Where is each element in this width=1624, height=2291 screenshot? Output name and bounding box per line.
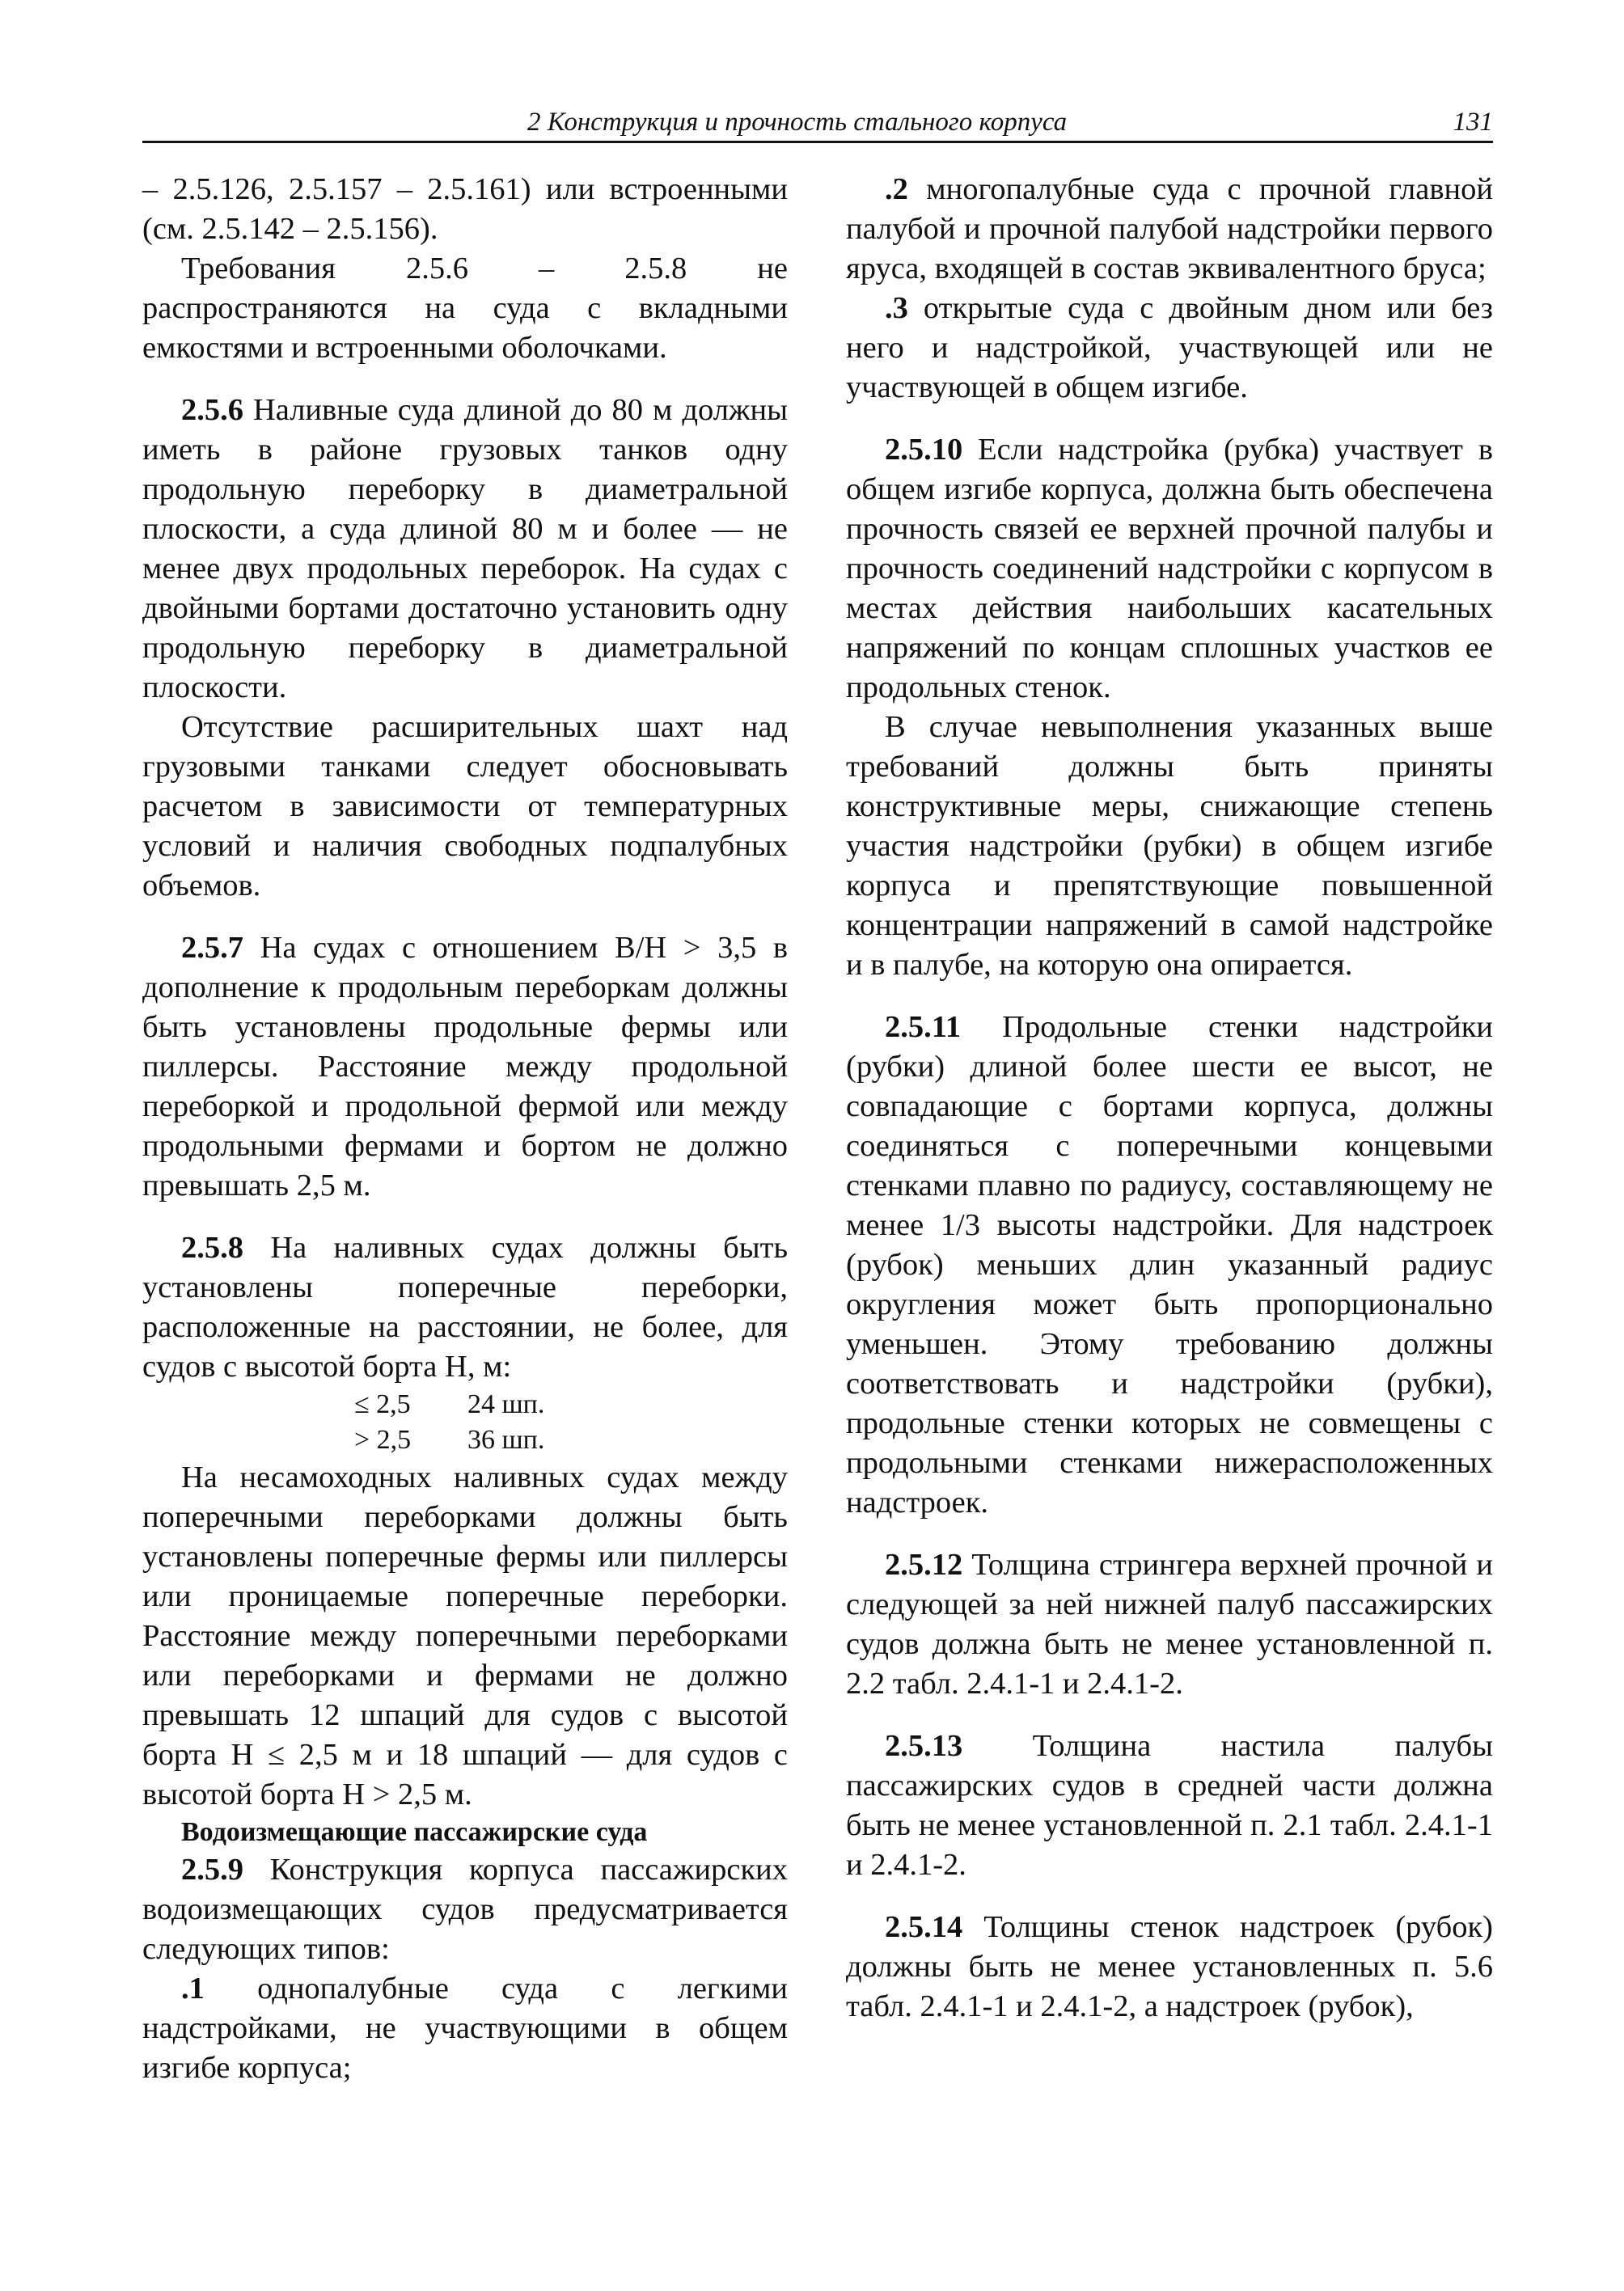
item-text: однопалубные суда с легкими надстройками, не участвующими в общем изгибе корпуса;	[142, 1972, 788, 2085]
paragraph: Требования 2.5.6 – 2.5.8 не распространяются на суда с вкладными емкостями и встроенными оболочками.	[142, 252, 788, 365]
bulkhead-spacing-table	[338, 1387, 544, 1458]
page-number: 131	[1453, 108, 1493, 137]
board-height: ≤ 2,5	[354, 1389, 411, 1419]
board-height: > 2,5	[354, 1425, 412, 1455]
clause-2-5-6	[142, 391, 788, 708]
clause-text: На судах с отношением B/H > 3,5 в дополнение к продольным переборкам должны быть установлены продольные фермы или пиллерсы. Расстояние между продольной переборкой и продольной фермой или между продольными фермами и бортом не должно превышать 2,5 м.	[142, 931, 788, 1203]
clause-2-5-11	[846, 1008, 1493, 1523]
clause-2-5-13	[846, 1727, 1493, 1885]
header-title: 2 Конструкция и прочность стального корпуса	[527, 108, 1068, 137]
paragraph-continued: – 2.5.126, 2.5.157 – 2.5.161) или встроенными (см. 2.5.142 – 2.5.156).	[142, 172, 788, 246]
item-number: .3	[885, 291, 908, 325]
clause-text: Наливные суда длиной до 80 м должны иметь в районе грузовых танков одну продольную переборку в диаметральной плоскости, а суда длиной 80 м и более — не менее двух продольных переборок. На судах с двойными бортами достаточно установить одну продольную переборку в диаметральной плоскости.	[142, 393, 788, 704]
clause-text: Конструкция корпуса пассажирских водоизмещающих судов предусматривается следующих типов:	[142, 1853, 788, 1966]
clause-text: Толщина стрингера верхней прочной и следующей за ней нижней палуб пассажирских судов должна быть не менее установленной п. 2.2 табл. 2.4.1-1 и 2.4.1-2.	[846, 1548, 1493, 1701]
clause-text: Если надстройка (рубка) участвует в общем изгибе корпуса, должна быть обеспечена прочность связей ее верхней прочной палубы и прочность соединений надстройки с корпусом в местах действия наибольших касательных напряжений по концам сплошных участков ее продольных стенок.	[846, 433, 1493, 704]
clause-number: 2.5.11	[885, 1010, 962, 1044]
clause-2-5-8	[142, 1228, 788, 1387]
item-text: многопалубные суда с прочной главной палубой и прочной палубой надстройки первого яруса, входящей в состав эквивалентного бруса;	[846, 172, 1493, 285]
clause-text: Толщины стенок надстроек (рубок) должны быть не менее установленных п. 5.6 табл. 2.4.1-1 и 2.4.1-2, а надстроек (рубок),	[846, 1910, 1493, 2023]
clause-number: 2.5.13	[885, 1729, 963, 1763]
clause-2-5-10	[846, 430, 1493, 708]
list-item	[142, 1969, 788, 2088]
item-number: .2	[885, 172, 908, 206]
clause-text: Продольные стенки надстройки (рубки) длиной более шести ее высот, не совпадающие с бортами корпуса, должны соединяться с поперечными концевыми стенками плавно по радиусу, составляющему не менее 1/3 высоты надстройки. Для надстроек (рубок) меньших длин указанный радиус округления может быть пропорционально уменьшен. Этому требованию должны соответствовать и надстройки (рубки), продольные стенки которых не совмещены с продольными стенками нижерасположенных надстроек.	[846, 1010, 1493, 1520]
clause-number: 2.5.8	[181, 1231, 243, 1265]
clause-number: 2.5.10	[885, 433, 963, 467]
clause-number: 2.5.9	[181, 1853, 243, 1887]
clause-2-5-14	[846, 1908, 1493, 2027]
clause-text: На наливных судах должны быть установлены поперечные переборки, расположенные на расстоянии, не более, для судов с высотой борта H, м:	[142, 1231, 788, 1384]
clause-number: 2.5.7	[181, 931, 243, 965]
paragraph: Отсутствие расширительных шахт над грузовыми танками следует обосновывать расчетом в зависимости от температурных условий и наличия свободных подпалубных объемов.	[142, 710, 788, 902]
table-row	[338, 1387, 544, 1422]
clause-2-5-12	[846, 1545, 1493, 1704]
section-subheading: Водоизмещающие пассажирские суда	[181, 1817, 648, 1847]
clause-number: 2.5.6	[181, 393, 243, 427]
left-column	[142, 170, 788, 2088]
clause-2-5-9	[142, 1850, 788, 1969]
paragraph: В случае невыполнения указанных выше требований должны быть приняты конструктивные меры, снижающие степень участия надстройки (рубки) в общем изгибе корпуса и препятствующие повышенной концентрации напряжений в самой надстройке и в палубе, на которую она опирается.	[846, 710, 1493, 982]
paragraph: На несамоходных наливных судах между поперечными переборками должны быть установлены поперечные фермы или пиллерсы или проницаемые поперечные переборки. Расстояние между поперечными переборками или переборками и фермами не должно превышать 12 шпаций для судов с высотой борта H ≤ 2,5 м и 18 шпаций — для судов с высотой борта H > 2,5 м.	[142, 1460, 788, 1811]
clause-number: 2.5.12	[885, 1548, 963, 1582]
item-text: открытые суда с двойным дном или без него и надстройкой, участвующей или не участвующей в общем изгибе.	[846, 291, 1493, 404]
clause-text: Толщина настила палубы пассажирских судов в средней части должна быть не менее установленной п. 2.1 табл. 2.4.1-1 и 2.4.1-2.	[846, 1729, 1493, 1882]
clause-number: 2.5.14	[885, 1910, 963, 1944]
item-number: .1	[181, 1972, 205, 2006]
max-spacing: 24 шп.	[467, 1389, 545, 1419]
list-item	[846, 170, 1493, 289]
table-row	[338, 1422, 544, 1458]
list-item	[846, 289, 1493, 408]
running-header	[142, 104, 1493, 143]
right-column	[846, 170, 1493, 2027]
max-spacing: 36 шп.	[467, 1425, 545, 1455]
clause-2-5-7	[142, 928, 788, 1206]
